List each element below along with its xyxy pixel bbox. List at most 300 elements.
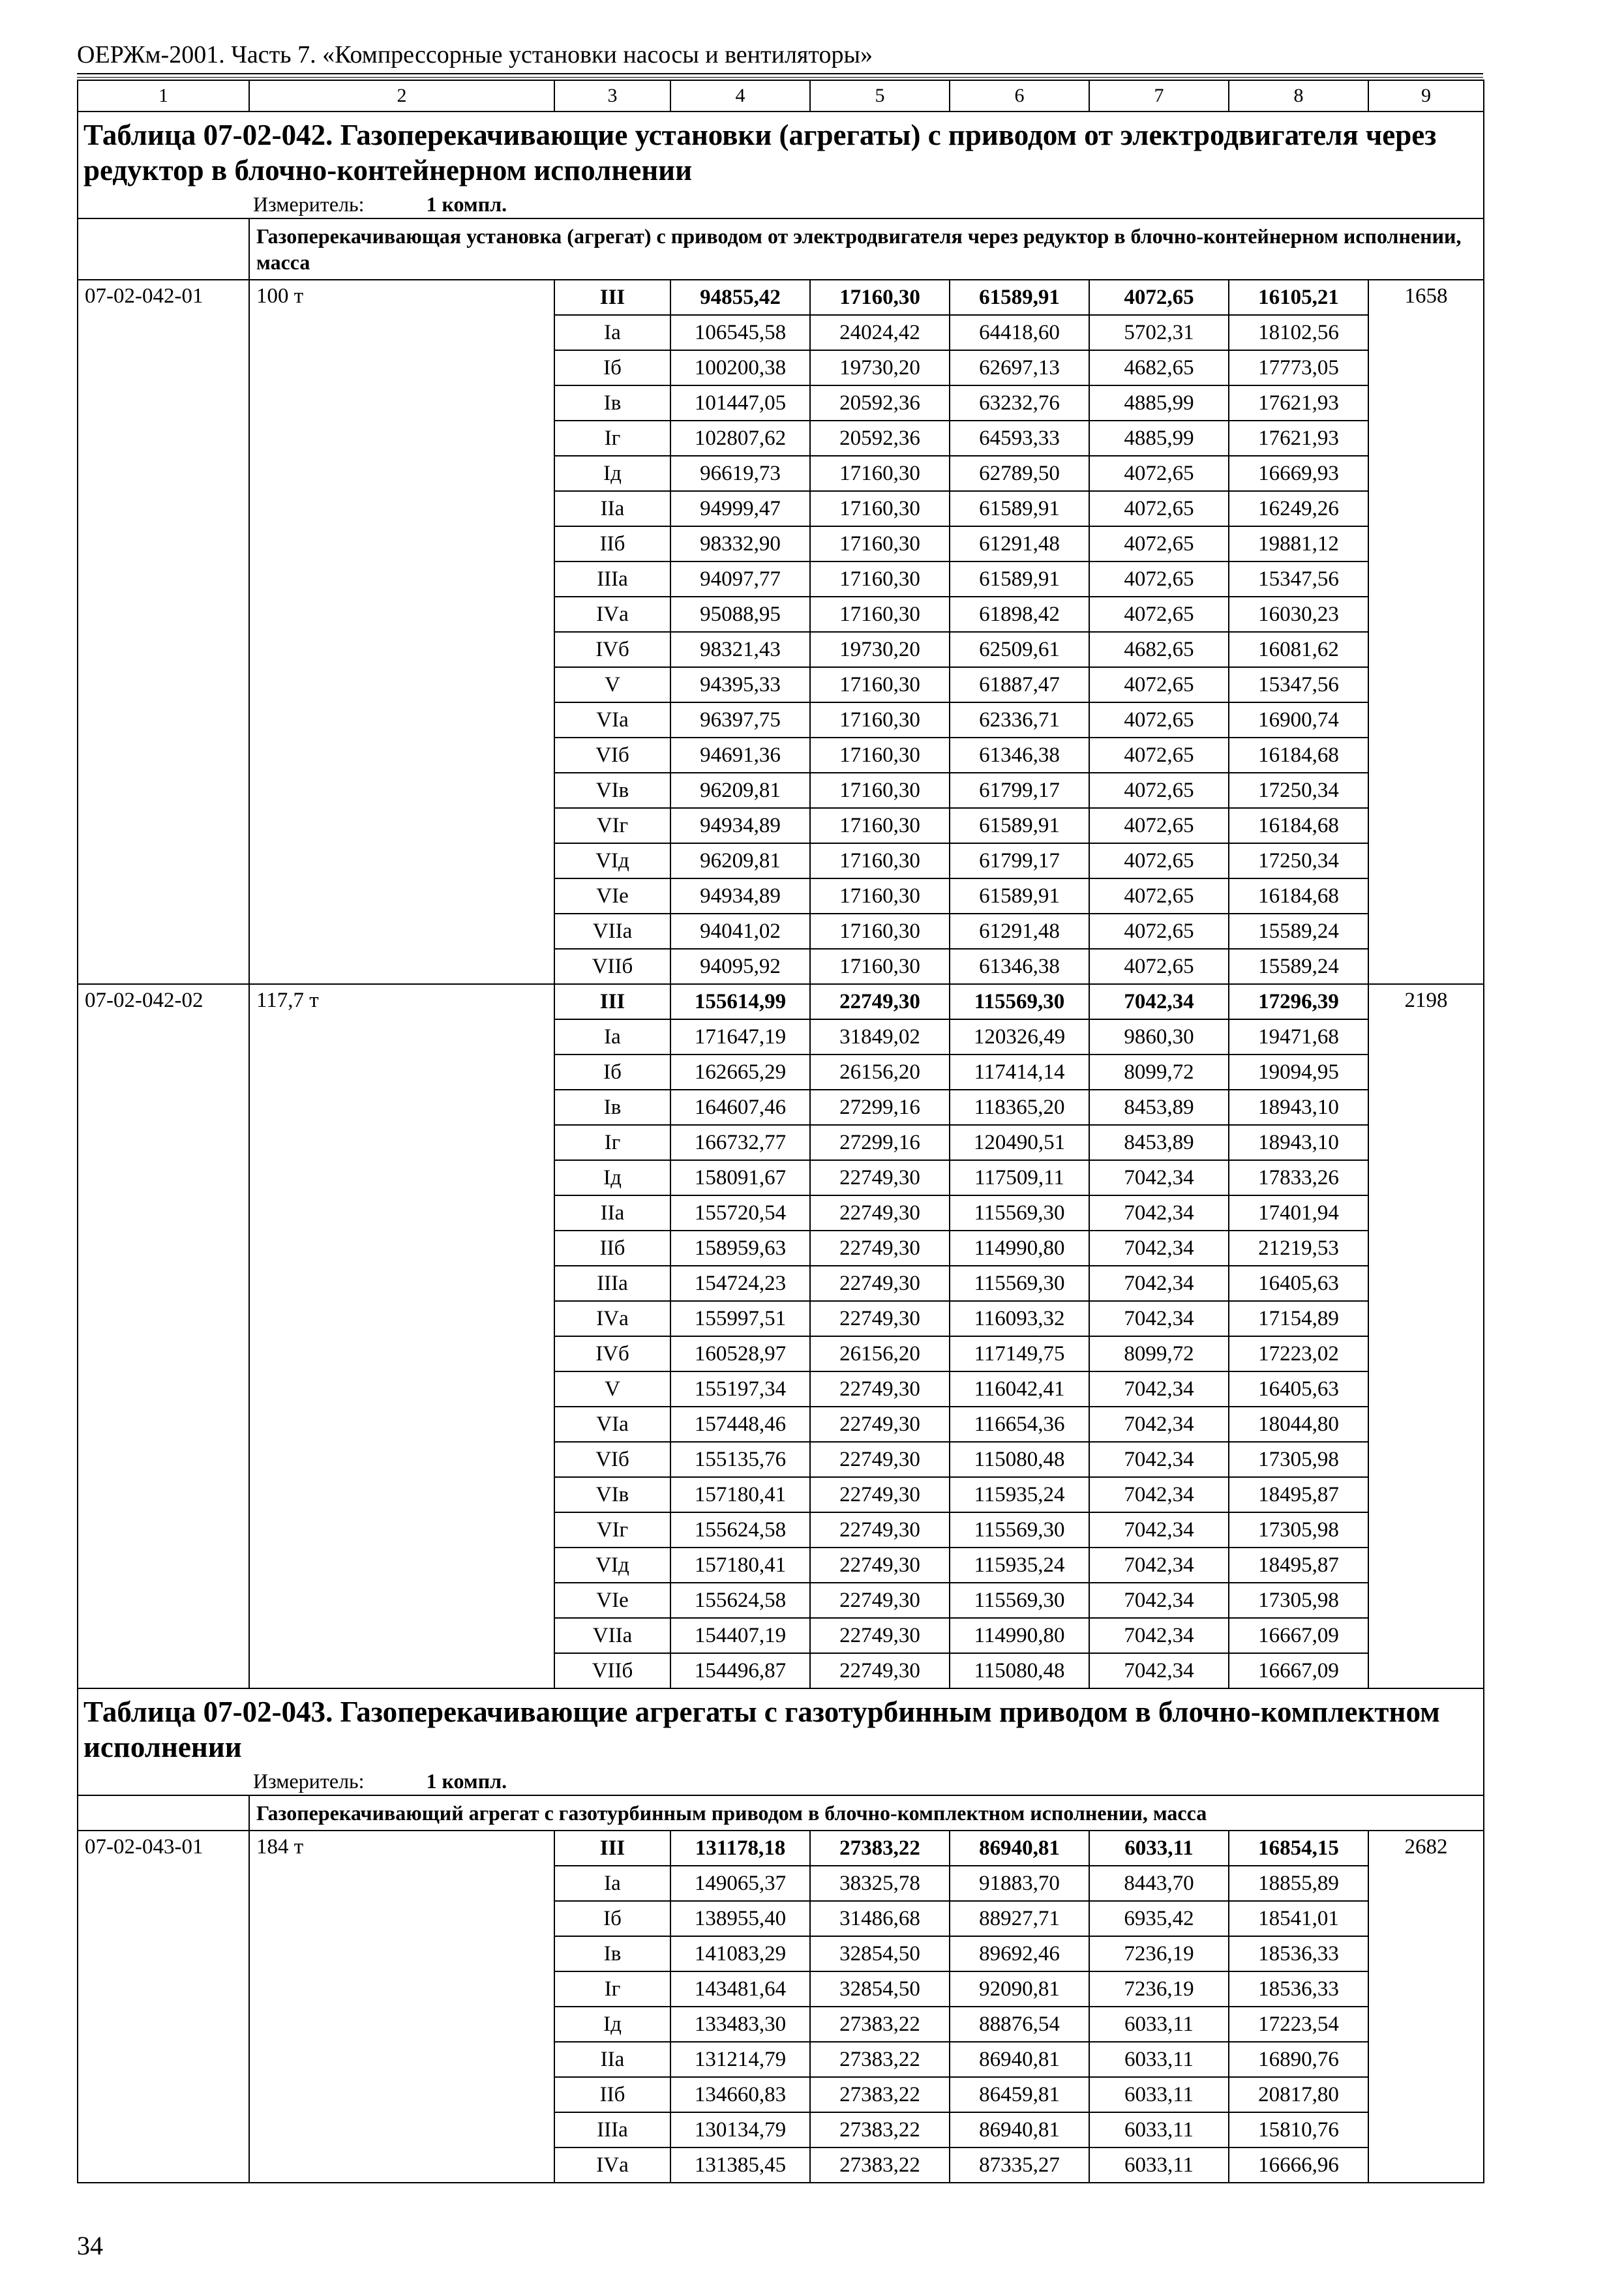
value-cell: 17160,30 xyxy=(810,949,950,984)
value-cell: 31849,02 xyxy=(810,1019,950,1055)
value-cell: 117149,75 xyxy=(950,1336,1089,1371)
value-cell: 9860,30 xyxy=(1089,1019,1229,1055)
rate-code: 07-02-042-02 xyxy=(78,984,249,1688)
zone-cell: VIIб xyxy=(554,949,670,984)
value-cell: 115935,24 xyxy=(950,1548,1089,1583)
rate-code: 07-02-043-01 xyxy=(78,1831,249,2183)
value-cell: 94095,92 xyxy=(670,949,810,984)
value-cell: 101447,05 xyxy=(670,385,810,421)
value-cell: 4682,65 xyxy=(1089,632,1229,667)
value-cell: 17250,34 xyxy=(1229,843,1368,878)
value-cell: 4072,65 xyxy=(1089,808,1229,843)
value-cell: 8453,89 xyxy=(1089,1090,1229,1125)
value-cell: 22749,30 xyxy=(810,1618,950,1653)
value-cell: 115080,48 xyxy=(950,1653,1089,1688)
value-cell: 16667,09 xyxy=(1229,1618,1368,1653)
value-cell: 18943,10 xyxy=(1229,1090,1368,1125)
value-cell: 17160,30 xyxy=(810,561,950,597)
value-cell: 16184,68 xyxy=(1229,808,1368,843)
zone-cell: VIв xyxy=(554,1477,670,1512)
zone-cell: Iб xyxy=(554,1901,670,1936)
zone-cell: VIIб xyxy=(554,1653,670,1688)
value-cell: 18495,87 xyxy=(1229,1548,1368,1583)
column-number: 7 xyxy=(1089,80,1229,112)
value-cell: 27299,16 xyxy=(810,1090,950,1125)
value-cell: 4072,65 xyxy=(1089,738,1229,773)
zone-cell: Iб xyxy=(554,350,670,385)
value-cell: 61887,47 xyxy=(950,667,1089,702)
measure-row xyxy=(78,1767,1484,1795)
subtitle-row xyxy=(78,218,1484,280)
zone-cell: VIд xyxy=(554,1548,670,1583)
zone-cell: VIа xyxy=(554,1407,670,1442)
value-cell: 6033,11 xyxy=(1089,2112,1229,2147)
value-cell: 64593,33 xyxy=(950,421,1089,456)
zone-cell: IVб xyxy=(554,632,670,667)
table-row xyxy=(78,984,1484,1019)
page-number: 34 xyxy=(77,2231,103,2260)
value-cell: 18536,33 xyxy=(1229,1971,1368,2007)
value-cell: 16030,23 xyxy=(1229,597,1368,632)
zone-cell: Iб xyxy=(554,1055,670,1090)
value-cell: 8099,72 xyxy=(1089,1336,1229,1371)
value-cell: 131178,18 xyxy=(670,1831,810,1866)
zone-cell: Iг xyxy=(554,1971,670,2007)
value-cell: 100200,38 xyxy=(670,350,810,385)
rate-col9: 2198 xyxy=(1368,984,1484,1688)
value-cell: 27383,22 xyxy=(810,2077,950,2112)
value-cell: 27383,22 xyxy=(810,2112,950,2147)
zone-cell: IIб xyxy=(554,526,670,561)
value-cell: 7042,34 xyxy=(1089,1407,1229,1442)
value-cell: 17296,39 xyxy=(1229,984,1368,1019)
value-cell: 158959,63 xyxy=(670,1231,810,1266)
value-cell: 114990,80 xyxy=(950,1618,1089,1653)
value-cell: 4072,65 xyxy=(1089,526,1229,561)
price-table xyxy=(77,80,1484,2183)
value-cell: 19730,20 xyxy=(810,632,950,667)
subtitle-row xyxy=(78,1795,1484,1831)
value-cell: 5702,31 xyxy=(1089,315,1229,350)
value-cell: 16667,09 xyxy=(1229,1653,1368,1688)
zone-cell: VIе xyxy=(554,1583,670,1618)
value-cell: 62336,71 xyxy=(950,702,1089,738)
value-cell: 18943,10 xyxy=(1229,1125,1368,1160)
value-cell: 22749,30 xyxy=(810,1548,950,1583)
table-title: Таблица 07-02-042. Газоперекачивающие установки (агрегаты) с приводом от электродвигателя через редуктор в блочно-контейнерном исполнении xyxy=(78,112,1484,190)
value-cell: 4072,65 xyxy=(1089,949,1229,984)
value-cell: 22749,30 xyxy=(810,1301,950,1336)
value-cell: 22749,30 xyxy=(810,1653,950,1688)
column-number: 3 xyxy=(554,80,670,112)
value-cell: 115935,24 xyxy=(950,1477,1089,1512)
value-cell: 63232,76 xyxy=(950,385,1089,421)
value-cell: 4072,65 xyxy=(1089,667,1229,702)
value-cell: 18855,89 xyxy=(1229,1866,1368,1901)
value-cell: 16105,21 xyxy=(1229,280,1368,315)
value-cell: 17223,54 xyxy=(1229,2007,1368,2042)
value-cell: 61589,91 xyxy=(950,280,1089,315)
value-cell: 15589,24 xyxy=(1229,949,1368,984)
value-cell: 7042,34 xyxy=(1089,1653,1229,1688)
value-cell: 131214,79 xyxy=(670,2042,810,2077)
value-cell: 155720,54 xyxy=(670,1195,810,1231)
value-cell: 4885,99 xyxy=(1089,421,1229,456)
value-cell: 7042,34 xyxy=(1089,1583,1229,1618)
value-cell: 18541,01 xyxy=(1229,1901,1368,1936)
value-cell: 17160,30 xyxy=(810,491,950,526)
zone-cell: V xyxy=(554,1371,670,1407)
value-cell: 16854,15 xyxy=(1229,1831,1368,1866)
value-cell: 6033,11 xyxy=(1089,1831,1229,1866)
value-cell: 15347,56 xyxy=(1229,561,1368,597)
value-cell: 22749,30 xyxy=(810,1231,950,1266)
zone-cell: III xyxy=(554,1831,670,1866)
value-cell: 88876,54 xyxy=(950,2007,1089,2042)
measure-value: 1 компл. xyxy=(426,1769,507,1793)
zone-cell: VIа xyxy=(554,702,670,738)
value-cell: 115569,30 xyxy=(950,984,1089,1019)
value-cell: 86940,81 xyxy=(950,1831,1089,1866)
value-cell: 96619,73 xyxy=(670,456,810,491)
value-cell: 115569,30 xyxy=(950,1583,1089,1618)
value-cell: 24024,42 xyxy=(810,315,950,350)
value-cell: 7042,34 xyxy=(1089,1231,1229,1266)
value-cell: 114990,80 xyxy=(950,1231,1089,1266)
zone-cell: Iа xyxy=(554,315,670,350)
value-cell: 22749,30 xyxy=(810,1160,950,1195)
value-cell: 27383,22 xyxy=(810,2147,950,2183)
value-cell: 17773,05 xyxy=(1229,350,1368,385)
zone-cell: VIг xyxy=(554,808,670,843)
value-cell: 17621,93 xyxy=(1229,385,1368,421)
value-cell: 96397,75 xyxy=(670,702,810,738)
value-cell: 22749,30 xyxy=(810,984,950,1019)
value-cell: 158091,67 xyxy=(670,1160,810,1195)
zone-cell: VIIа xyxy=(554,914,670,949)
zone-cell: Iд xyxy=(554,1160,670,1195)
value-cell: 21219,53 xyxy=(1229,1231,1368,1266)
value-cell: 4682,65 xyxy=(1089,350,1229,385)
value-cell: 117414,14 xyxy=(950,1055,1089,1090)
value-cell: 6033,11 xyxy=(1089,2147,1229,2183)
value-cell: 17305,98 xyxy=(1229,1442,1368,1477)
table-title-row xyxy=(78,112,1484,190)
zone-cell: Iг xyxy=(554,1125,670,1160)
rate-mass: 117,7 т xyxy=(249,984,554,1688)
value-cell: 17160,30 xyxy=(810,808,950,843)
value-cell: 61291,48 xyxy=(950,526,1089,561)
zone-cell: Iв xyxy=(554,1936,670,1971)
value-cell: 4072,65 xyxy=(1089,280,1229,315)
column-number: 4 xyxy=(670,80,810,112)
value-cell: 94855,42 xyxy=(670,280,810,315)
value-cell: 155624,58 xyxy=(670,1512,810,1548)
value-cell: 133483,30 xyxy=(670,2007,810,2042)
rate-mass: 100 т xyxy=(249,280,554,984)
value-cell: 18044,80 xyxy=(1229,1407,1368,1442)
table-title-row xyxy=(78,1688,1484,1767)
value-cell: 16890,76 xyxy=(1229,2042,1368,2077)
value-cell: 94999,47 xyxy=(670,491,810,526)
value-cell: 94691,36 xyxy=(670,738,810,773)
value-cell: 166732,77 xyxy=(670,1125,810,1160)
zone-cell: Iа xyxy=(554,1019,670,1055)
value-cell: 88927,71 xyxy=(950,1901,1089,1936)
value-cell: 26156,20 xyxy=(810,1336,950,1371)
zone-cell: VIд xyxy=(554,843,670,878)
zone-cell: Iд xyxy=(554,456,670,491)
value-cell: 7042,34 xyxy=(1089,1195,1229,1231)
value-cell: 86940,81 xyxy=(950,2042,1089,2077)
value-cell: 61291,48 xyxy=(950,914,1089,949)
value-cell: 157180,41 xyxy=(670,1477,810,1512)
value-cell: 22749,30 xyxy=(810,1512,950,1548)
rate-col9: 1658 xyxy=(1368,280,1484,984)
rate-mass: 184 т xyxy=(249,1831,554,2183)
column-number: 1 xyxy=(78,80,249,112)
zone-cell: IIб xyxy=(554,1231,670,1266)
value-cell: 17154,89 xyxy=(1229,1301,1368,1336)
value-cell: 17160,30 xyxy=(810,702,950,738)
column-number: 2 xyxy=(249,80,554,112)
zone-cell: VIе xyxy=(554,878,670,914)
value-cell: 15589,24 xyxy=(1229,914,1368,949)
zone-cell: IIа xyxy=(554,491,670,526)
value-cell: 20592,36 xyxy=(810,385,950,421)
value-cell: 94934,89 xyxy=(670,878,810,914)
table-subtitle: Газоперекачивающий агрегат с газотурбинным приводом в блочно-комплектном исполнении, масса xyxy=(249,1795,1484,1831)
value-cell: 4072,65 xyxy=(1089,914,1229,949)
value-cell: 4072,65 xyxy=(1089,878,1229,914)
value-cell: 4885,99 xyxy=(1089,385,1229,421)
value-cell: 141083,29 xyxy=(670,1936,810,1971)
value-cell: 94934,89 xyxy=(670,808,810,843)
zone-cell: Iг xyxy=(554,421,670,456)
value-cell: 7042,34 xyxy=(1089,1301,1229,1336)
zone-cell: IIIа xyxy=(554,2112,670,2147)
value-cell: 149065,37 xyxy=(670,1866,810,1901)
value-cell: 18536,33 xyxy=(1229,1936,1368,1971)
measure-cell xyxy=(78,1767,1484,1795)
value-cell: 22749,30 xyxy=(810,1407,950,1442)
value-cell: 98321,43 xyxy=(670,632,810,667)
value-cell: 98332,90 xyxy=(670,526,810,561)
subtitle-spacer xyxy=(78,1795,249,1831)
table-row xyxy=(78,1831,1484,1866)
value-cell: 17160,30 xyxy=(810,597,950,632)
zone-cell: IVа xyxy=(554,597,670,632)
zone-cell: Iд xyxy=(554,2007,670,2042)
value-cell: 8443,70 xyxy=(1089,1866,1229,1901)
value-cell: 16666,96 xyxy=(1229,2147,1368,2183)
value-cell: 4072,65 xyxy=(1089,843,1229,878)
rate-code: 07-02-042-01 xyxy=(78,280,249,984)
value-cell: 27383,22 xyxy=(810,2007,950,2042)
value-cell: 7042,34 xyxy=(1089,1442,1229,1477)
measure-value: 1 компл. xyxy=(426,192,507,216)
value-cell: 17160,30 xyxy=(810,280,950,315)
value-cell: 16184,68 xyxy=(1229,878,1368,914)
zone-cell: IIIа xyxy=(554,561,670,597)
value-cell: 87335,27 xyxy=(950,2147,1089,2183)
value-cell: 8099,72 xyxy=(1089,1055,1229,1090)
value-cell: 16249,26 xyxy=(1229,491,1368,526)
zone-cell: IVа xyxy=(554,1301,670,1336)
value-cell: 115569,30 xyxy=(950,1195,1089,1231)
value-cell: 19094,95 xyxy=(1229,1055,1368,1090)
value-cell: 116654,36 xyxy=(950,1407,1089,1442)
value-cell: 17160,30 xyxy=(810,526,950,561)
value-cell: 16405,63 xyxy=(1229,1266,1368,1301)
zone-cell: VIг xyxy=(554,1512,670,1548)
value-cell: 61346,38 xyxy=(950,738,1089,773)
value-cell: 106545,58 xyxy=(670,315,810,350)
value-cell: 95088,95 xyxy=(670,597,810,632)
value-cell: 7236,19 xyxy=(1089,1936,1229,1971)
value-cell: 19730,20 xyxy=(810,350,950,385)
value-cell: 7042,34 xyxy=(1089,1512,1229,1548)
value-cell: 22749,30 xyxy=(810,1195,950,1231)
value-cell: 17223,02 xyxy=(1229,1336,1368,1371)
header-rule xyxy=(77,73,1483,74)
value-cell: 157180,41 xyxy=(670,1548,810,1583)
value-cell: 102807,62 xyxy=(670,421,810,456)
zone-cell: IIIа xyxy=(554,1266,670,1301)
value-cell: 155135,76 xyxy=(670,1442,810,1477)
value-cell: 17250,34 xyxy=(1229,773,1368,808)
value-cell: 17160,30 xyxy=(810,773,950,808)
value-cell: 16669,93 xyxy=(1229,456,1368,491)
value-cell: 6935,42 xyxy=(1089,1901,1229,1936)
value-cell: 8453,89 xyxy=(1089,1125,1229,1160)
value-cell: 16081,62 xyxy=(1229,632,1368,667)
value-cell: 61799,17 xyxy=(950,843,1089,878)
value-cell: 38325,78 xyxy=(810,1866,950,1901)
value-cell: 7042,34 xyxy=(1089,1618,1229,1653)
value-cell: 17621,93 xyxy=(1229,421,1368,456)
value-cell: 171647,19 xyxy=(670,1019,810,1055)
value-cell: 120490,51 xyxy=(950,1125,1089,1160)
value-cell: 94097,77 xyxy=(670,561,810,597)
value-cell: 130134,79 xyxy=(670,2112,810,2147)
value-cell: 61589,91 xyxy=(950,878,1089,914)
running-title: ОЕРЖм-2001. Часть 7. «Компрессорные установки насосы и вентиляторы» xyxy=(77,41,873,68)
value-cell: 115569,30 xyxy=(950,1266,1089,1301)
value-cell: 134660,83 xyxy=(670,2077,810,2112)
value-cell: 27383,22 xyxy=(810,1831,950,1866)
value-cell: 61589,91 xyxy=(950,491,1089,526)
measure-row xyxy=(78,190,1484,218)
value-cell: 62789,50 xyxy=(950,456,1089,491)
value-cell: 32854,50 xyxy=(810,1971,950,2007)
value-cell: 6033,11 xyxy=(1089,2007,1229,2042)
value-cell: 96209,81 xyxy=(670,843,810,878)
zone-cell: III xyxy=(554,984,670,1019)
value-cell: 4072,65 xyxy=(1089,561,1229,597)
value-cell: 160528,97 xyxy=(670,1336,810,1371)
value-cell: 17160,30 xyxy=(810,914,950,949)
value-cell: 155997,51 xyxy=(670,1301,810,1336)
table-subtitle: Газоперекачивающая установка (агрегат) с приводом от электродвигателя через редуктор в блочно-контейнерном исполнении, масса xyxy=(249,218,1484,280)
column-number-row xyxy=(78,80,1484,112)
value-cell: 155197,34 xyxy=(670,1371,810,1407)
value-cell: 4072,65 xyxy=(1089,597,1229,632)
value-cell: 7236,19 xyxy=(1089,1971,1229,2007)
measure-label: Измеритель: xyxy=(253,192,365,216)
measure-label: Измеритель: xyxy=(253,1769,365,1793)
zone-cell: VIIа xyxy=(554,1618,670,1653)
value-cell: 22749,30 xyxy=(810,1266,950,1301)
table-title: Таблица 07-02-043. Газоперекачивающие агрегаты с газотурбинным приводом в блочно-комплектном исполнении xyxy=(78,1688,1484,1767)
zone-cell: Iв xyxy=(554,1090,670,1125)
value-cell: 22749,30 xyxy=(810,1371,950,1407)
zone-cell: IVб xyxy=(554,1336,670,1371)
value-cell: 94395,33 xyxy=(670,667,810,702)
value-cell: 61346,38 xyxy=(950,949,1089,984)
value-cell: 138955,40 xyxy=(670,1901,810,1936)
value-cell: 7042,34 xyxy=(1089,1477,1229,1512)
value-cell: 91883,70 xyxy=(950,1866,1089,1901)
value-cell: 155614,99 xyxy=(670,984,810,1019)
value-cell: 20592,36 xyxy=(810,421,950,456)
value-cell: 27383,22 xyxy=(810,2042,950,2077)
value-cell: 6033,11 xyxy=(1089,2042,1229,2077)
value-cell: 27299,16 xyxy=(810,1125,950,1160)
value-cell: 17160,30 xyxy=(810,667,950,702)
value-cell: 22749,30 xyxy=(810,1583,950,1618)
zone-cell: Iа xyxy=(554,1866,670,1901)
zone-cell: Iв xyxy=(554,385,670,421)
value-cell: 20817,80 xyxy=(1229,2077,1368,2112)
value-cell: 61589,91 xyxy=(950,808,1089,843)
value-cell: 96209,81 xyxy=(670,773,810,808)
value-cell: 16900,74 xyxy=(1229,702,1368,738)
value-cell: 19881,12 xyxy=(1229,526,1368,561)
value-cell: 94041,02 xyxy=(670,914,810,949)
value-cell: 120326,49 xyxy=(950,1019,1089,1055)
zone-cell: IVа xyxy=(554,2147,670,2183)
zone-cell: VIб xyxy=(554,738,670,773)
value-cell: 17160,30 xyxy=(810,878,950,914)
value-cell: 7042,34 xyxy=(1089,1371,1229,1407)
value-cell: 18102,56 xyxy=(1229,315,1368,350)
table-row xyxy=(78,280,1484,315)
value-cell: 4072,65 xyxy=(1089,456,1229,491)
subtitle-spacer xyxy=(78,218,249,280)
value-cell: 116093,32 xyxy=(950,1301,1089,1336)
zone-cell: IIа xyxy=(554,1195,670,1231)
value-cell: 154496,87 xyxy=(670,1653,810,1688)
value-cell: 61589,91 xyxy=(950,561,1089,597)
column-number: 5 xyxy=(810,80,950,112)
value-cell: 19471,68 xyxy=(1229,1019,1368,1055)
value-cell: 115080,48 xyxy=(950,1442,1089,1477)
value-cell: 26156,20 xyxy=(810,1055,950,1090)
value-cell: 15347,56 xyxy=(1229,667,1368,702)
value-cell: 116042,41 xyxy=(950,1371,1089,1407)
zone-cell: IIа xyxy=(554,2042,670,2077)
value-cell: 17160,30 xyxy=(810,456,950,491)
value-cell: 7042,34 xyxy=(1089,1160,1229,1195)
value-cell: 62697,13 xyxy=(950,350,1089,385)
value-cell: 89692,46 xyxy=(950,1936,1089,1971)
value-cell: 18495,87 xyxy=(1229,1477,1368,1512)
value-cell: 17305,98 xyxy=(1229,1512,1368,1548)
value-cell: 143481,64 xyxy=(670,1971,810,2007)
value-cell: 22749,30 xyxy=(810,1477,950,1512)
value-cell: 17833,26 xyxy=(1229,1160,1368,1195)
